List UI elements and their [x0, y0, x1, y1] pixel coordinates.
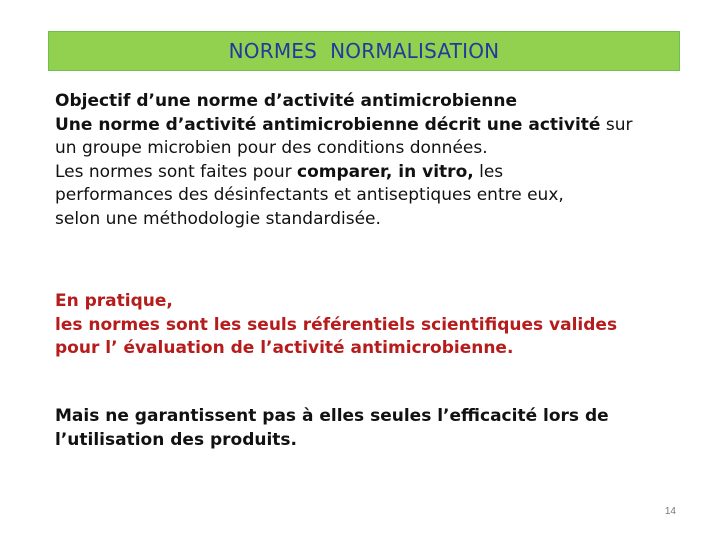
limitation-paragraph: [55, 405, 705, 452]
limitation-line-2: l’utilisation des produits.: [55, 429, 298, 450]
definition-continuation: un groupe microbien pour des conditions données.: [55, 138, 488, 158]
purpose-bold-text: comparer, in vitro,: [297, 161, 474, 182]
slide-title-bar: [48, 31, 680, 71]
slide-title: NORMES NORMALISATION: [228, 39, 500, 63]
purpose-end-text: les: [473, 161, 504, 182]
practice-line-2: les normes sont les seuls référentiels scientifiques valides: [55, 314, 618, 335]
purpose-line: [55, 161, 705, 185]
objective-heading: Objectif d’une norme d’activité antimicrobienne: [55, 91, 518, 111]
purpose-start-text: Les normes sont faites pour: [55, 161, 298, 182]
purpose-method: selon une méthodologie standardisée.: [55, 208, 381, 229]
definition-line: [55, 114, 705, 138]
practice-heading: En pratique,: [55, 291, 173, 311]
purpose-continuation: performances des désinfectants et antiseptiques entre eux,: [55, 185, 564, 205]
definition-bold-text: Une norme d’activité antimicrobienne décrit une activité: [55, 114, 601, 135]
objective-paragraph: [55, 90, 705, 231]
definition-rest-text: sur: [600, 114, 633, 135]
page-number: 14: [664, 506, 676, 517]
limitation-line-1: Mais ne garantissent pas à elles seules l’efficacité lors de: [55, 406, 609, 426]
practice-line-3: pour l’ évaluation de l’activité antimicrobienne.: [55, 338, 514, 358]
practice-paragraph: [55, 290, 705, 361]
